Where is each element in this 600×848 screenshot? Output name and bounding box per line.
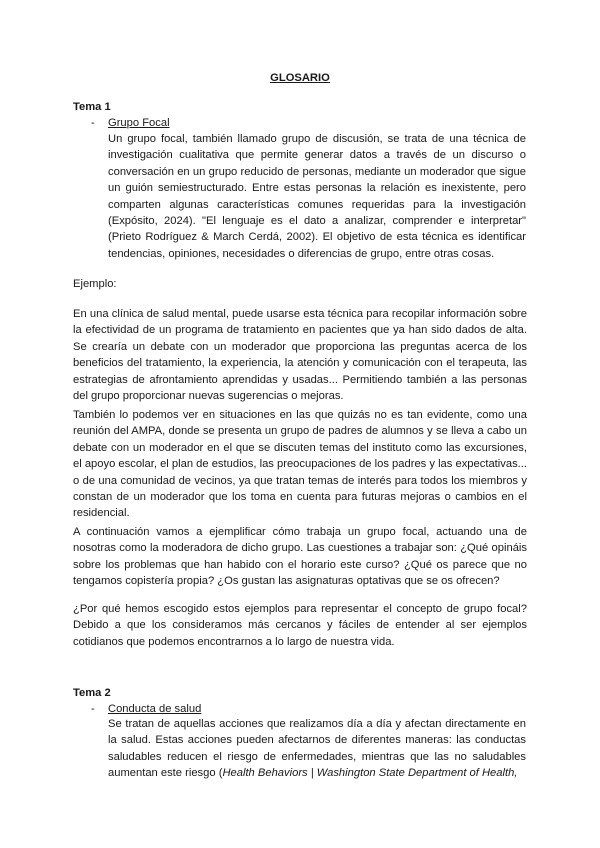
- tema2-definition: [108, 716, 526, 782]
- tema1-bullet: [91, 117, 170, 129]
- tema2-definition-citation: Health Behaviors | Washington State Department of Health,: [222, 767, 518, 780]
- bullet-dash: -: [91, 117, 95, 129]
- tema2-heading: Tema 2: [73, 687, 111, 699]
- tema2-definition-text: Se tratan de aquellas acciones que realizamos día a día y afectan directamente en la salud. Estas acciones pueden afectarnos de diferentes maneras: las conductas saludables reducen el riesgo de enfermedades, mientras que las no saludables aumentan este riesgo (: [108, 718, 526, 780]
- bullet-dash: -: [91, 703, 95, 715]
- tema1-term: Grupo Focal: [108, 117, 170, 129]
- tema2-bullet: [91, 703, 202, 715]
- example-paragraph-2: También lo podemos ver en situaciones en las que quizás no es tan evidente, como una reunión del AMPA, donde se presenta un grupo de padres de alumnos y se lleva a cabo un debate con un moderador en el que se discuten temas del instituto como las excursiones, el apoyo escolar, el plan de estudios, las preocupaciones de los padres y las expectativas... o de una comunidad de vecinos, ya que tratan temas de interés para todos los miembros y constan de un moderador que los toma en cuenta para futuras mejoras o cambios en el residencial.: [73, 409, 527, 520]
- page-title: GLOSARIO: [270, 72, 330, 84]
- tema1-definition: Un grupo focal, también llamado grupo de discusión, se trata de una técnica de investigación cualitativa que permite generar datos a través de un discurso o conversación en un grupo reducido de personas, mediante un moderador que sigue un guión semiestructurado. Entre estas personas la relación es inexistente, pero comparten algunas características comunes requeridas para la investigación (Expósito, 2024). "El lenguaje es el dato a analizar, comprender e interpretar" (Prieto Rodríguez & March Cerdá, 2002). El objetivo de esta técnica es identificar tendencias, opiniones, necesidades o diferencias de grupo, entre otras cosas.: [108, 133, 526, 260]
- example-label: Ejemplo:: [73, 278, 117, 290]
- tema1-heading: Tema 1: [73, 101, 111, 113]
- tema2-term: Conducta de salud: [108, 703, 202, 715]
- example-paragraph-1: En una clínica de salud mental, puede usarse esta técnica para recopilar información sobre la efectividad de un programa de tratamiento en pacientes que ya han sido dados de alta. Se crearía un debate con un moderador que proporciona las preguntas acerca de los beneficios del tratamiento, la experiencia, la atención y comunicación con el terapeuta, las estrategias de afrontamiento aprendidas y usadas... Permitiendo también a las personas del grupo proporcionar nuevas sugerencias o mejoras.: [73, 308, 527, 403]
- example-paragraph-3: A continuación vamos a ejemplificar cómo trabaja un grupo focal, actuando una de nosotras como la moderadora de dicho grupo. Las cuestiones a trabajar son: ¿Qué opináis sobre los problemas que han habido con el horario este curso? ¿Qué os parece que no tengamos copistería propia? ¿Os gustan las asignaturas optativas que se os ofrecen?: [73, 526, 527, 588]
- example-paragraph-4: ¿Por qué hemos escogido estos ejemplos para representar el concepto de grupo focal? Debido a que los consideramos más cercanos y fáciles de entender al ser ejemplos cotidianos que podemos encontrarnos a lo largo de nuestra vida.: [73, 603, 527, 648]
